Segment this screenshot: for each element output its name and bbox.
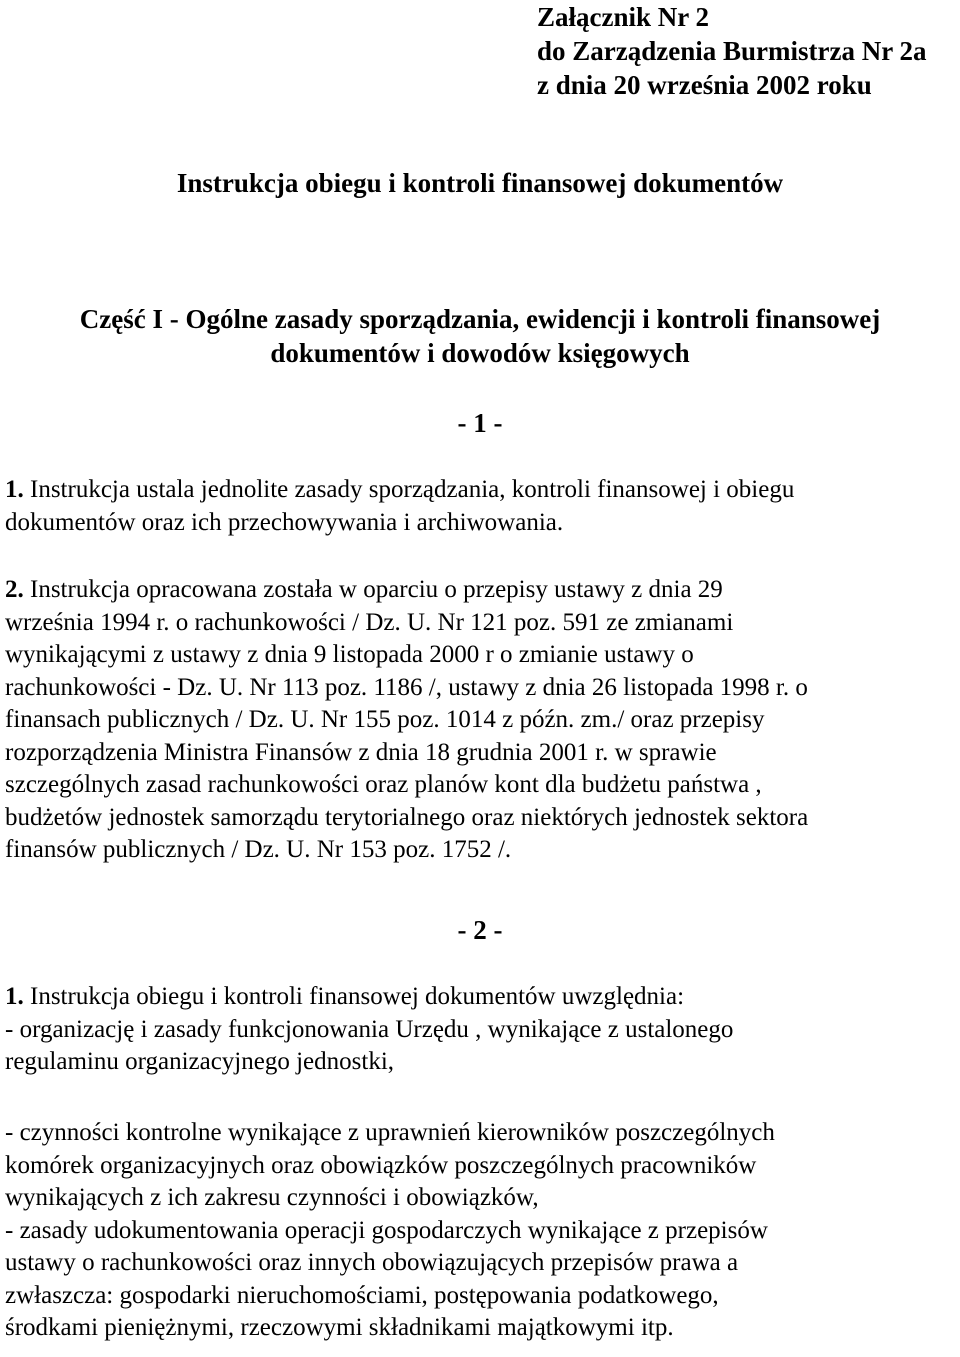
section1-paragraph-2 [5,574,957,867]
paragraph-line: rozporządzenia Ministra Finansów z dnia 18 grudnia 2001 r. w sprawie [5,738,717,766]
paragraph-number: 1. [5,983,24,1010]
annex-line: z dnia 20 września 2002 roku [537,70,872,100]
part-title-line: Część I - Ogólne zasady sporządzania, ewidencji i kontroli finansowej [79,304,881,334]
section-number-2: - 2 - [457,915,503,945]
paragraph-line: 2. Instrukcja opracowana została w oparciu o przepisy ustawy z dnia 29 [5,576,723,603]
part-title [0,302,960,370]
annex-line: Załącznik Nr 2 [537,2,710,32]
paragraph-line: ustawy o rachunkowości oraz innych obowiązujących przepisów prawa a [5,1249,739,1276]
paragraph-line: finansach publicznych / Dz. U. Nr 155 poz. 1014 z późn. zm./ oraz przepisy [5,706,765,733]
paragraph-line: regulaminu organizacyjnego jednostki, [5,1048,395,1075]
paragraph-line: - czynności kontrolne wynikające z uprawnień kierowników poszczególnych [5,1119,775,1146]
paragraph-line: 1. Instrukcja obiegu i kontroli finansowej dokumentów uwzględnia: [5,983,685,1010]
section1-paragraph-1 [5,474,957,539]
paragraph-line: budżetów jednostek samorządu terytorialnego oraz niektórych jednostek sektora [5,803,809,831]
paragraph-line: zwłaszcza: gospodarki nieruchomościami, postępowania podatkowego, [5,1281,719,1309]
section2-paragraph-1 [5,981,957,1079]
paragraph-line: września 1994 r. o rachunkowości / Dz. U. Nr 121 poz. 591 ze zmianami [5,608,734,636]
part-title-line: dokumentów i dowodów księgowych [270,338,690,368]
paragraph-line: - zasady udokumentowania operacji gospodarczych wynikające z przepisów [5,1216,768,1244]
paragraph-line: dokumentów oraz ich przechowywania i archiwowania. [5,508,564,536]
paragraph-line: wynikającymi z ustawy z dnia 9 listopada 2000 r o zmianie ustawy o [5,641,694,668]
annex-header [537,0,926,102]
section2-paragraph-2 [5,1117,957,1345]
paragraph-line: 1. Instrukcja ustala jednolite zasady sporządzania, kontroli finansowej i obiegu [5,476,795,503]
annex-line: do Zarządzenia Burmistrza Nr 2a [537,36,927,66]
paragraph-line: komórek organizacyjnych oraz obowiązków poszczególnych pracowników [5,1151,757,1179]
section-number-1: - 1 - [457,408,503,438]
paragraph-number: 2. [5,576,24,603]
paragraph-line: finansów publicznych / Dz. U. Nr 153 poz. 1752 /. [5,836,512,863]
document-title: Instrukcja obiegu i kontroli finansowej dokumentów [176,168,784,198]
paragraph-line: szczególnych zasad rachunkowości oraz planów kont dla budżetu państwa , [5,771,762,798]
paragraph-line: rachunkowości - Dz. U. Nr 113 poz. 1186 /, ustawy z dnia 26 listopada 1998 r. o [5,673,808,701]
paragraph-number: 1. [5,476,24,503]
paragraph-line: - organizację i zasady funkcjonowania Urzędu , wynikające z ustalonego [5,1015,734,1043]
paragraph-line: wynikających z ich zakresu czynności i obowiązków, [5,1184,539,1211]
paragraph-line: środkami pieniężnymi, rzeczowymi składnikami majątkowymi itp. [5,1314,674,1341]
